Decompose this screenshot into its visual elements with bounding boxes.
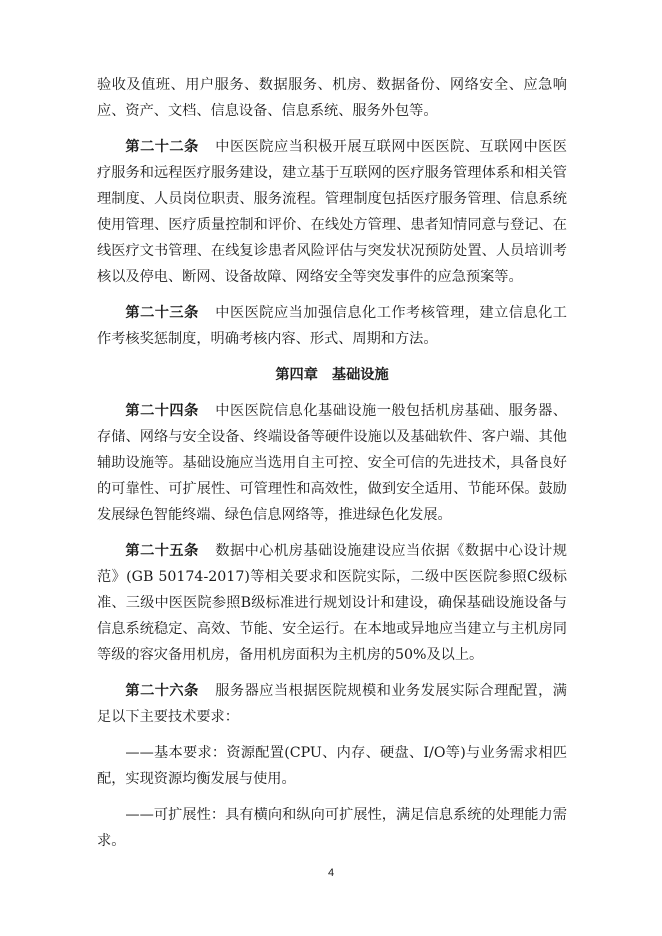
article-text: 数据中心机房基础设施建设应当依据《数据中心设计规范》(GB 50174-2017)等相关要求和医院实际，二级中医医院参照C级标准、三级中医医院参照B级标准进行规划设计和建设，确保基础设施设备与信息系统稳定、高效、节能、安全运行。在本地或异地应当建立与主机房同等级的容灾备用机房，备用机房面积为主机房的50%及以上。 xyxy=(97,543,567,663)
article-label: 第二十二条 xyxy=(125,139,199,155)
article-22 xyxy=(97,134,567,290)
paragraph-continuation xyxy=(97,72,567,124)
article-text: 中医医院信息化基础设施一般包括机房基础、服务器、存储、网络与安全设备、终端设备等硬件设施以及基础软件、客户端、其他辅助设施等。基础设施应当选用自主可控、安全可信的先进技术，具备良好的可靠性、可扩展性、可管理性和高效性，做到安全适用、节能环保。鼓励发展绿色智能终端、绿色信息网络等，推进绿色化发展。 xyxy=(97,403,567,523)
article-label: 第二十五条 xyxy=(125,543,199,559)
document-body xyxy=(97,72,567,864)
chapter-number: 第四章 xyxy=(275,367,318,383)
chapter-heading xyxy=(97,362,567,388)
article-24 xyxy=(97,398,567,528)
article-25 xyxy=(97,538,567,668)
article-text: 中医医院应当积极开展互联网中医医院、互联网中医医疗服务和远程医疗服务建设，建立基于互联网的医疗服务管理体系和相关管理制度、人员岗位职责、服务流程。管理制度包括医疗服务管理、信息系统使用管理、医疗质量控制和评价、在线处方管理、患者知情同意与登记、在线医疗文书管理、在线复诊患者风险评估与突发状况预防处置、人员培训考核以及停电、断网、设备故障、网络安全等突发事件的应急预案等。 xyxy=(97,139,567,285)
article-text: 中医医院应当加强信息化工作考核管理，建立信息化工作考核奖惩制度，明确考核内容、形式、周期和方法。 xyxy=(97,305,567,347)
article-label: 第二十六条 xyxy=(125,683,199,699)
article-text: 服务器应当根据医院规模和业务发展实际合理配置，满足以下主要技术要求： xyxy=(97,683,567,725)
requirement-scalability xyxy=(97,802,567,854)
chapter-title: 基础设施 xyxy=(331,367,389,383)
article-26 xyxy=(97,678,567,730)
requirement-basic xyxy=(97,740,567,792)
article-23 xyxy=(97,300,567,352)
article-label: 第二十四条 xyxy=(125,403,199,419)
requirement-text: ——基本要求：资源配置(CPU、内存、硬盘、I/O等)与业务需求相匹配，实现资源均衡发展与使用。 xyxy=(97,745,567,787)
article-label: 第二十三条 xyxy=(125,305,199,321)
page-number: 4 xyxy=(327,867,335,879)
requirement-text: ——可扩展性：具有横向和纵向可扩展性，满足信息系统的处理能力需求。 xyxy=(97,807,567,849)
paragraph-text: 验收及值班、用户服务、数据服务、机房、数据备份、网络安全、应急响应、资产、文档、信息设备、信息系统、服务外包等。 xyxy=(97,77,567,119)
